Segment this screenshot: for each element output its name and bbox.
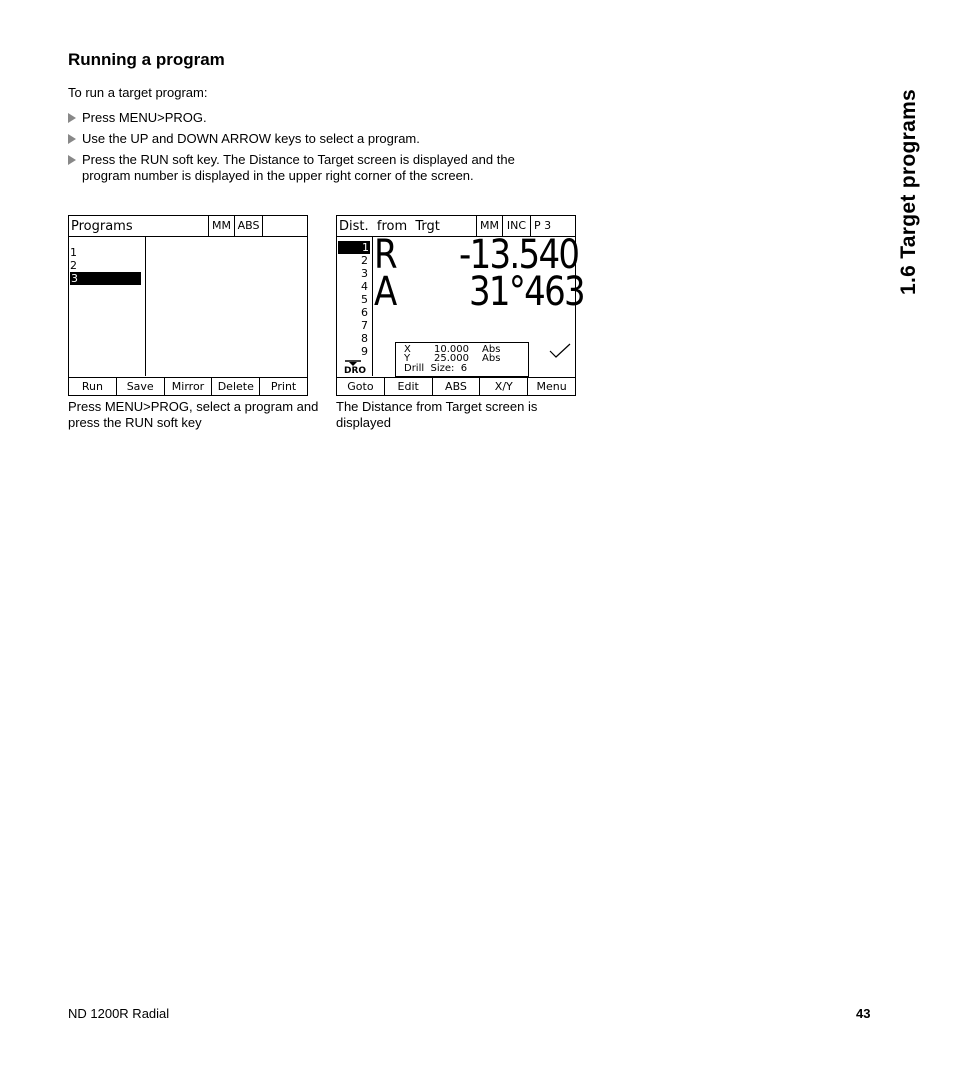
x-value: 10.000 (434, 344, 469, 355)
step-item[interactable]: 5 (361, 293, 368, 306)
softkey-abs[interactable]: ABS (432, 378, 480, 395)
softkey-save[interactable]: Save (116, 378, 164, 395)
step-item[interactable]: 7 (361, 319, 368, 332)
softkey-menu[interactable]: Menu (527, 378, 575, 395)
program-list-item[interactable]: 1 (70, 246, 77, 259)
axis-a-label: A (374, 269, 398, 315)
softkey-bar (337, 377, 575, 395)
checkmark-icon (549, 343, 571, 359)
program-list-item[interactable]: 2 (70, 259, 77, 272)
softkey-goto[interactable]: Goto (347, 380, 374, 393)
step-item[interactable]: 3 (361, 267, 368, 280)
bullet-arrow-icon (68, 113, 76, 123)
mode-indicator: ABS (234, 216, 262, 236)
screen-title: Programs (71, 219, 133, 234)
units-indicator: MM (476, 216, 502, 236)
step-item[interactable]: 6 (361, 306, 368, 319)
units-indicator: MM (208, 216, 234, 236)
dro-label: DRO (344, 366, 367, 376)
program-number: P 3 (530, 216, 575, 236)
step-item: Press MENU>PROG. (68, 110, 518, 126)
step-divider (372, 236, 373, 376)
mode-indicator: INC (502, 216, 530, 236)
step-item[interactable]: 2 (361, 254, 368, 267)
header-divider (69, 236, 307, 237)
y-label: Y (404, 353, 411, 364)
step-item[interactable]: 4 (361, 280, 368, 293)
axis-a-value: 31°463 (469, 269, 584, 315)
program-list-item-selected[interactable]: 3 (70, 272, 141, 285)
section-title: Running a program (68, 50, 225, 69)
bullet-arrow-icon (68, 134, 76, 144)
drill-size: Drill Size: 6 (404, 363, 468, 374)
x-mode: Abs (482, 344, 501, 355)
empty-indicator (262, 216, 308, 236)
softkey-print[interactable]: Print (259, 378, 307, 395)
page-number: 43 (856, 1006, 871, 1021)
softkey-run[interactable]: Run (81, 380, 103, 393)
step-item[interactable]: 8 (361, 332, 368, 345)
axis-r-label: R (374, 232, 398, 278)
softkey-xy[interactable]: X/Y (479, 378, 527, 395)
step-item: Use the UP and DOWN ARROW keys to select a program. (68, 131, 518, 147)
screen2-caption: The Distance from Target screen is displayed (336, 399, 538, 430)
y-mode: Abs (482, 353, 501, 364)
intro-text: To run a target program: (68, 85, 208, 100)
step-item[interactable]: 9 (361, 345, 368, 358)
softkey-edit[interactable]: Edit (384, 378, 432, 395)
softkey-delete[interactable]: Delete (211, 378, 259, 395)
y-value: 25.000 (434, 353, 469, 364)
bullet-arrow-icon (68, 155, 76, 165)
axis-r-value: -13.540 (459, 232, 579, 278)
x-label: X (404, 344, 411, 355)
softkey-mirror[interactable]: Mirror (164, 378, 212, 395)
distance-to-target-screen (336, 215, 584, 396)
target-info-box (395, 342, 529, 377)
chapter-side-title: 1.6 Target programs (897, 88, 920, 295)
step-item-selected[interactable]: 1 (338, 241, 370, 254)
list-divider (145, 236, 146, 376)
screen1-caption: Press MENU>PROG, select a program and press the RUN soft key (68, 399, 319, 430)
screen-title: Dist. from Trgt (339, 219, 440, 234)
softkey-bar (69, 377, 307, 395)
programs-screen (68, 215, 308, 396)
step-list (68, 110, 518, 189)
footer-manual-name: ND 1200R Radial (68, 1006, 170, 1021)
step-item: Press the RUN soft key. The Distance to Target screen is displayed and the program number is displayed in the upper right corner of the screen. (68, 152, 518, 184)
